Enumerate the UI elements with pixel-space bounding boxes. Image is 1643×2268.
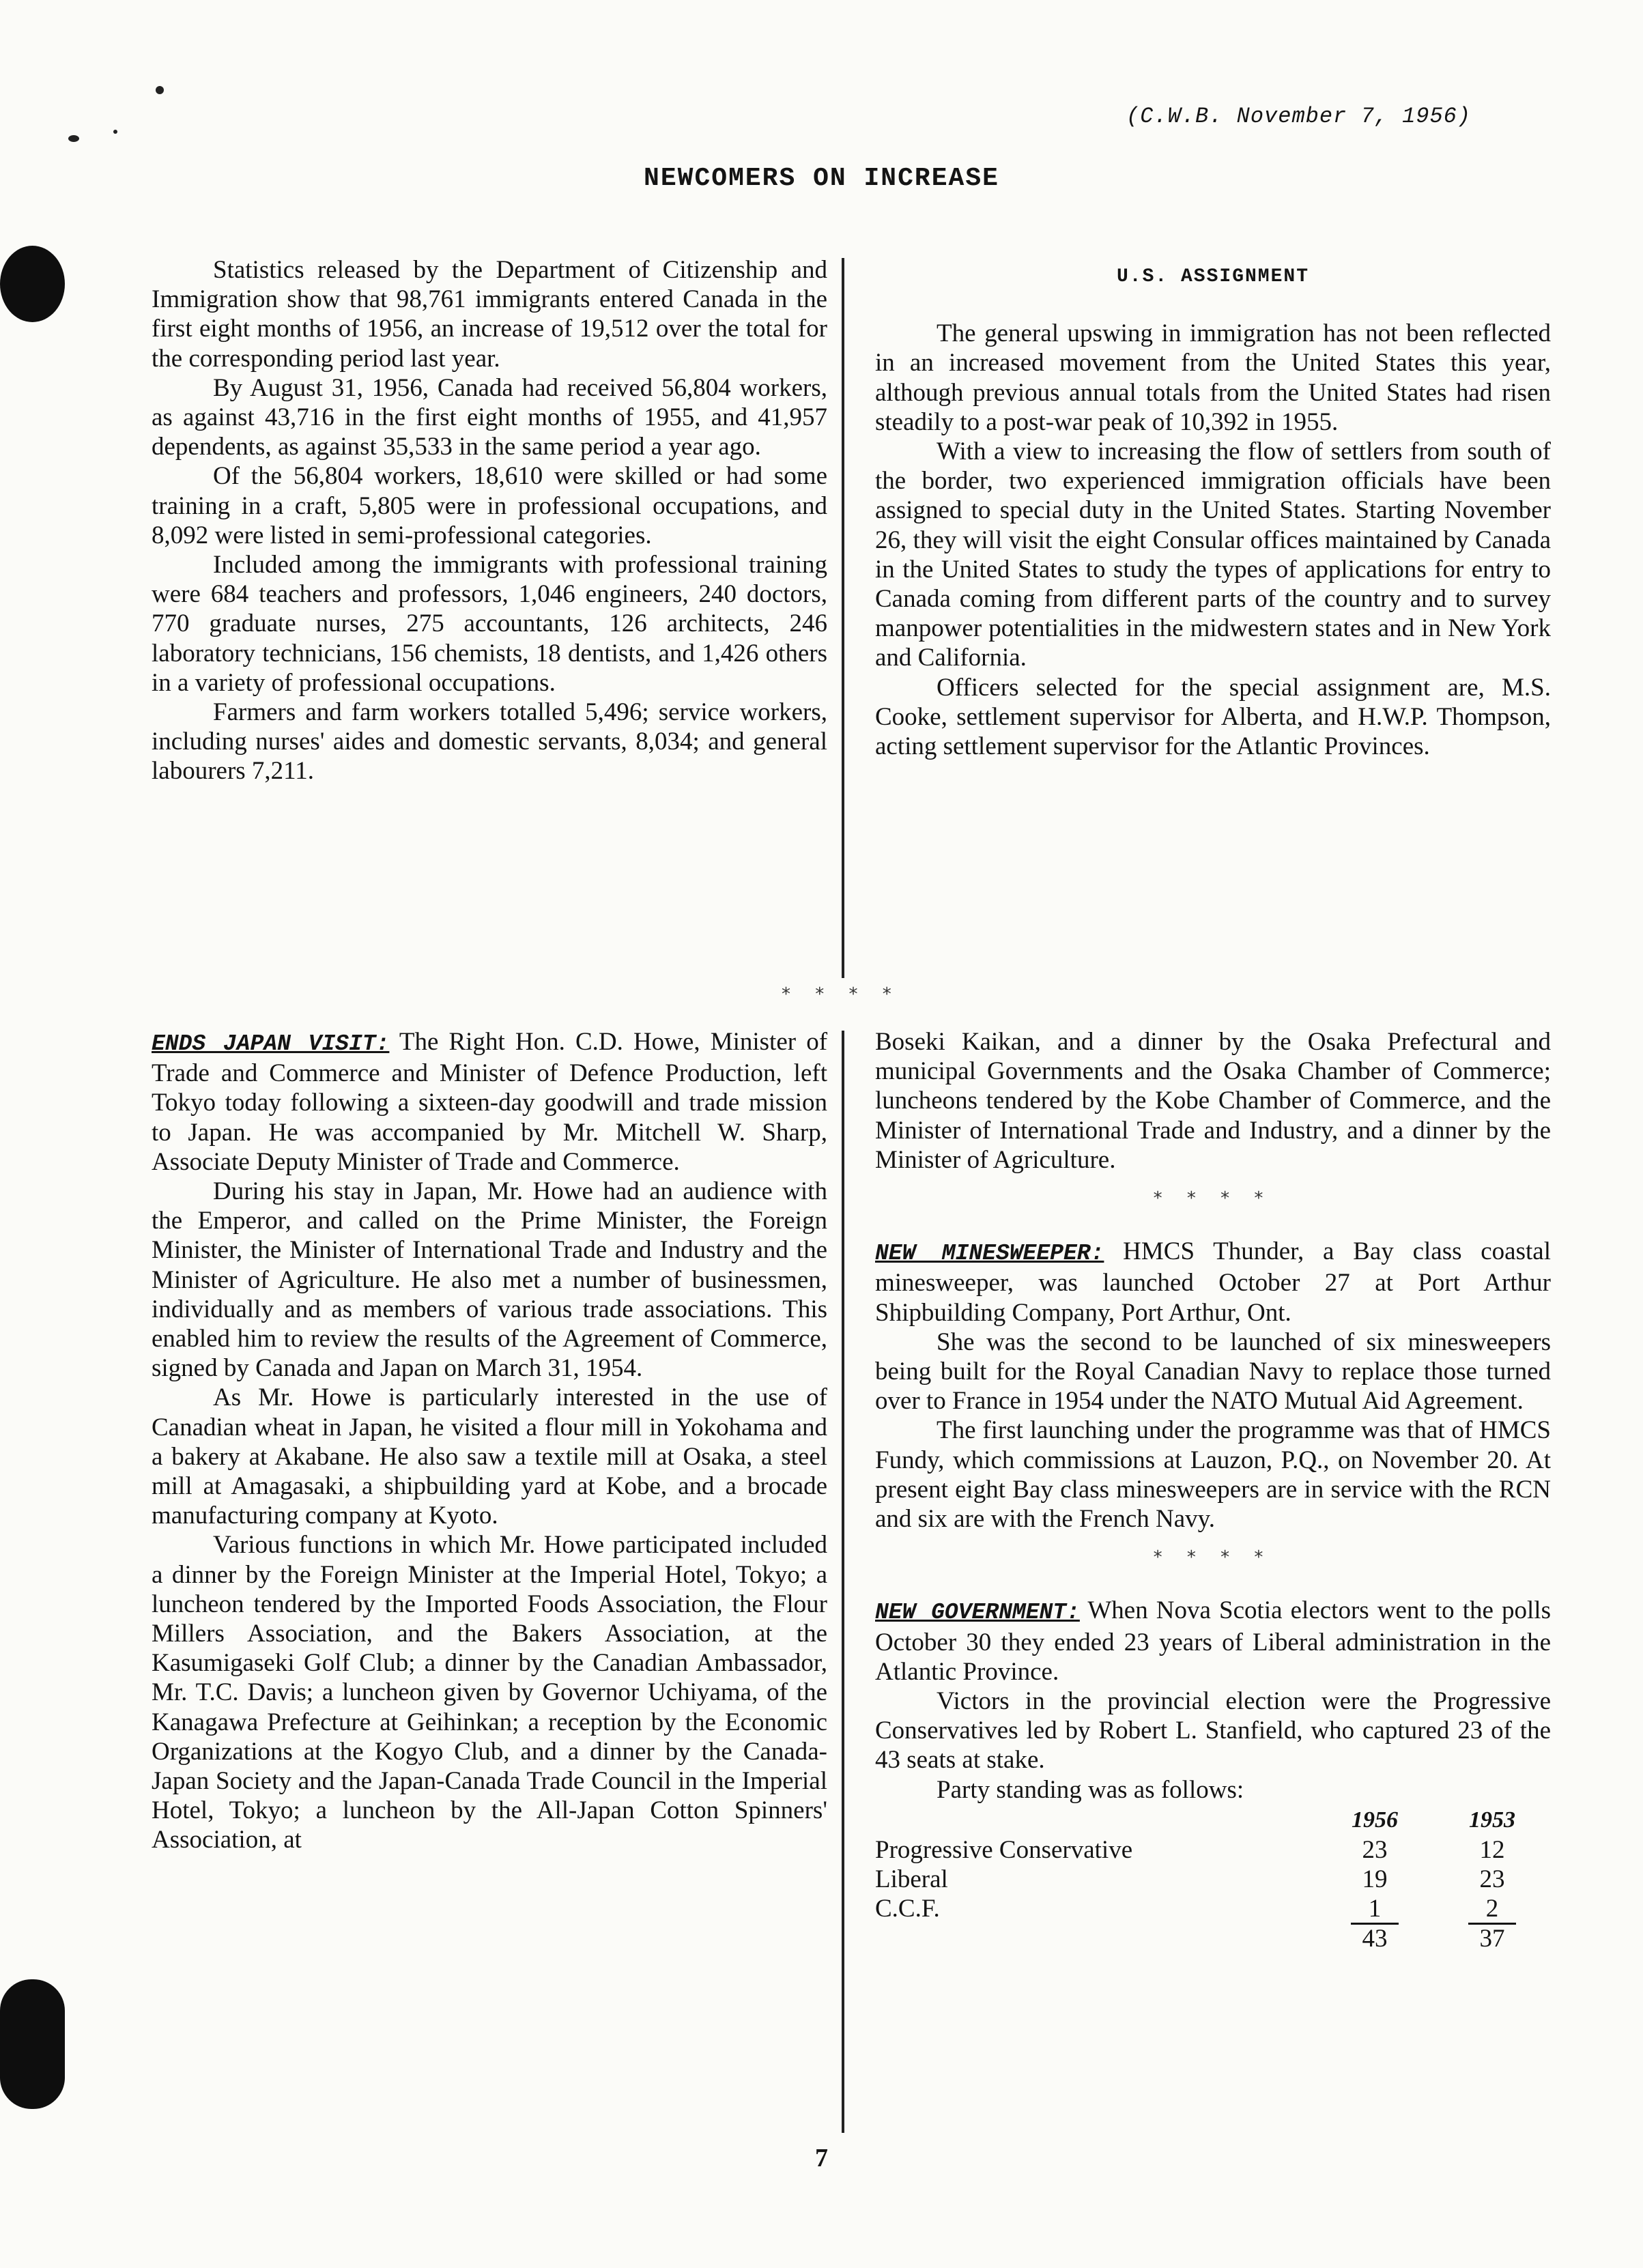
column-divider — [842, 1031, 844, 2133]
seats-1956-value: 1 — [1351, 1895, 1399, 1925]
table-header-blank — [875, 1805, 1316, 1835]
article-kicker: NEW MINESWEEPER: — [875, 1241, 1104, 1267]
page-title: NEWCOMERS ON INCREASE — [644, 164, 999, 193]
table-header-1953: 1953 — [1469, 1807, 1515, 1833]
speck-mark — [68, 135, 79, 142]
seats-1956: 19 — [1362, 1865, 1388, 1894]
seats-1956: 23 — [1362, 1836, 1388, 1865]
seats-1953-value: 2 — [1468, 1895, 1517, 1925]
bulletin-reference: (C.W.B. November 7, 1956) — [1126, 104, 1472, 129]
seats-1953 — [1433, 1894, 1551, 1923]
top-right-column — [875, 262, 1551, 761]
section-separator: * * * * — [782, 984, 901, 1005]
bottom-left-column — [152, 1027, 827, 1855]
seats-1953: 23 — [1479, 1865, 1505, 1894]
speck-mark — [156, 86, 164, 94]
article-lead-text: The Right Hon. C.D. Howe, Minister of Trade and Commerce and Minister of Defence Production, left Tokyo today following a sixteen-day goodwill and trade mission to Japan. He was accompanied by Mr. Mitchell W. Sharp, Associate Deputy Minister of Trade and Commerce. — [152, 1028, 828, 1176]
table-row — [875, 1894, 1551, 1923]
page-number: 7 — [815, 2144, 828, 2172]
party-standing-table — [875, 1805, 1551, 1953]
party-name: C.C.F. — [875, 1895, 940, 1923]
table-row — [875, 1865, 1551, 1894]
top-left-column — [152, 255, 827, 786]
seats-1953: 12 — [1479, 1836, 1505, 1865]
seats-1956 — [1316, 1894, 1433, 1923]
paragraph: With a view to increasing the flow of settlers from south of the border, two experienced immigration officials have been assigned to special duty in the United States. Starting November 26, they will visit the eight Consular offices maintained by Canada in the United States to study the types of applications for entry to Canada coming from different parts of the country and to survey manpower potentialities in the midwestern states and in New York and California. — [875, 437, 1551, 672]
article-lead — [875, 1237, 1551, 1327]
punch-hole-top — [0, 246, 65, 322]
article-lead-text: HMCS Thunder, a Bay class coastal minesweeper, was launched October 27 at Port Arthur Shipbuilding Company, Port Arthur, Ont. — [875, 1237, 1551, 1327]
paragraph: As Mr. Howe is particularly interested in the use of Canadian wheat in Japan, he visited a flour mill in Yokohama and a bakery at Akabane. He also saw a textile mill at Osaka, a steel mill at Amagasaki, a shipbuilding yard at Kobe, and a brocade manufacturing company at Kyoto. — [152, 1383, 827, 1530]
paragraph: By August 31, 1956, Canada had received 56,804 workers, as against 43,716 in the first eight months of 1955, and 41,957 dependents, as against 35,533 in the same period a year ago. — [152, 373, 827, 461]
paragraph: Farmers and farm workers totalled 5,496; service workers, including nurses' aides and domestic servants, 8,034; and general labourers 7,211. — [152, 698, 827, 786]
table-total-row — [875, 1924, 1551, 1953]
paragraph: Victors in the provincial election were the Progressive Conservatives led by Robert L. Stanfield, who captured 23 of the 43 seats at stake. — [875, 1687, 1551, 1775]
paragraph: During his stay in Japan, Mr. Howe had an audience with the Emperor, and called on the Prime Minister, the Foreign Minister, the Minister of International Trade and Industry and the Minister of Agriculture. He also met a number of businessmen, individually and as members of various trade associations. This enabled him to review the results of the Agreement of Commerce, signed by Canada and Japan on March 31, 1954. — [152, 1177, 827, 1383]
column-divider — [842, 258, 844, 978]
article-kicker: NEW GOVERNMENT: — [875, 1600, 1080, 1626]
continued-paragraph: Boseki Kaikan, and a dinner by the Osaka Prefectural and municipal Governments and the Osaka Chamber of Commerce; luncheons tendered by the Kobe Chamber of Commerce, and the Minister of International Trade and Industry, and a dinner by the Minister of Agriculture. — [875, 1028, 1551, 1174]
paragraph: Various functions in which Mr. Howe participated included a dinner by the Foreign Minister at the Imperial Hotel, Tokyo; a luncheon tendered by the Imported Foods Association, the Flour Millers Association, and the Bakers Association, at the Kasumigaseki Golf Club; a dinner by the Canadian Ambassador, Mr. T.C. Davis; a luncheon given by Governor Uchiyama, of the Kanagawa Prefecture at Geihinkan; a reception by the Economic Organizations at the Kogyo Club, and a dinner by the Canada-Japan Society and the Japan-Canada Trade Council in the Imperial Hotel, Tokyo; a luncheon by the All-Japan Cotton Spinners' Association, at — [152, 1531, 827, 1854]
table-header-1956: 1956 — [1352, 1807, 1398, 1833]
party-name: Liberal — [875, 1865, 948, 1894]
article-lead-text: When Nova Scotia electors went to the polls October 30 they ended 23 years of Liberal administration in the Atlantic Province. — [875, 1596, 1551, 1686]
speck-mark — [113, 130, 117, 134]
total-1956: 43 — [1362, 1924, 1388, 1953]
punch-hole-bottom — [0, 1979, 65, 2109]
table-header-row — [875, 1805, 1551, 1835]
party-name: Progressive Conservative — [875, 1836, 1133, 1865]
article-kicker: ENDS JAPAN VISIT: — [152, 1031, 390, 1057]
paragraph: She was the second to be launched of six minesweepers being built for the Royal Canadian Navy to replace those turned over to France in 1954 under the NATO Mutual Aid Agreement. — [875, 1327, 1551, 1416]
bottom-right-column — [875, 1027, 1551, 1953]
article-lead — [875, 1596, 1551, 1686]
paragraph: Party standing was as follows: — [937, 1775, 1244, 1804]
total-label-blank — [875, 1924, 1316, 1953]
paragraph: Statistics released by the Department of Citizenship and Immigration show that 98,761 immigrants entered Canada in the first eight months of 1956, an increase of 19,512 over the total for the corresponding period last year. — [152, 256, 827, 373]
paragraph: Included among the immigrants with professional training were 684 teachers and professors, 1,046 engineers, 240 doctors, 770 graduate nurses, 275 accountants, 126 architects, 246 laboratory technicians, 156 chemists, 18 dentists, and 1,426 others in a variety of professional occupations. — [152, 551, 827, 697]
total-1953: 37 — [1479, 1924, 1505, 1953]
article-lead — [152, 1027, 827, 1177]
paragraph: The general upswing in immigration has not been reflected in an increased movement from the United States this year, although previous annual totals from the United States had risen steadily to a post-war peak of 10,392 in 1955. — [875, 319, 1551, 436]
paragraph: Of the 56,804 workers, 18,610 were skilled or had some training in a craft, 5,805 were in professional occupations, and 8,092 were listed in semi-professional categories. — [152, 462, 827, 549]
paragraph: Officers selected for the special assignment are, M.S. Cooke, settlement supervisor for Alberta, and H.W.P. Thompson, acting settlement supervisor for the Atlantic Provinces. — [875, 673, 1551, 761]
section-separator: * * * * — [1153, 1547, 1273, 1568]
table-row — [875, 1835, 1551, 1865]
paragraph: The first launching under the programme was that of HMCS Fundy, which commissions at Lauzon, P.Q., on November 20. At present eight Bay class minesweepers are in service with the RCN and six are with the French Navy. — [875, 1416, 1551, 1534]
section-separator: * * * * — [1153, 1188, 1273, 1209]
section-subhead: U.S. ASSIGNMENT — [1116, 266, 1310, 287]
